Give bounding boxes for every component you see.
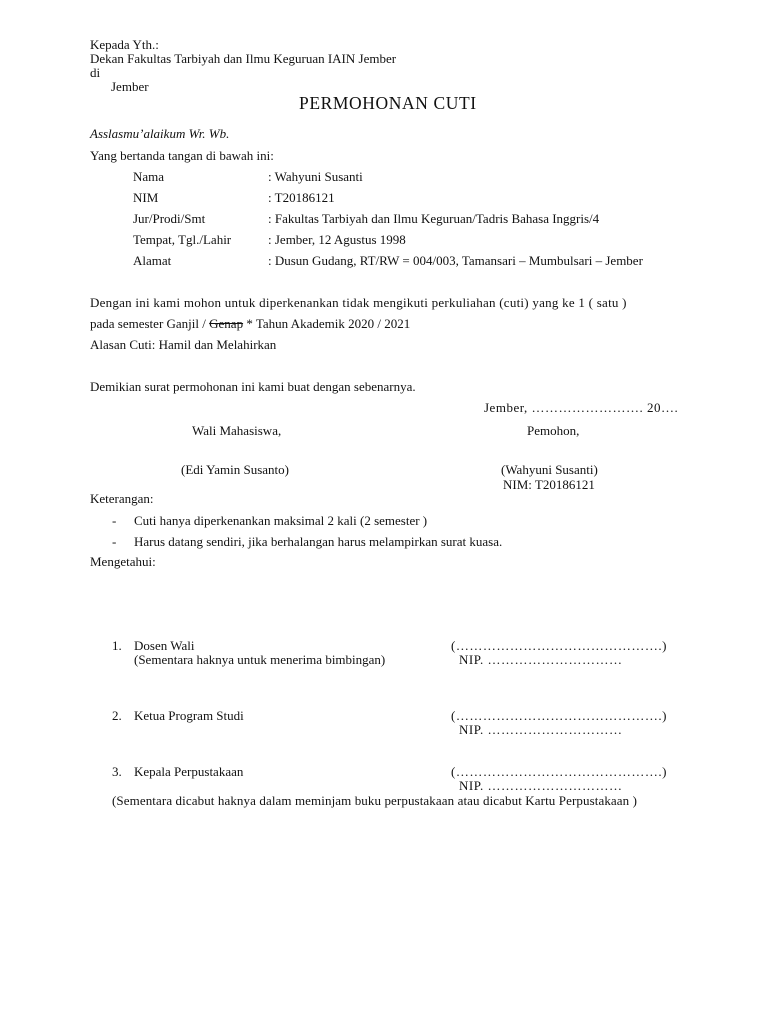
approver-number: 2. (112, 708, 122, 723)
closing-text: Demikian surat permohonan ini kami buat dengan sebenarnya. (90, 379, 416, 394)
approver-signature-line: (……………………………………….) (451, 708, 667, 723)
identity-value-nim: : T20186121 (268, 190, 335, 205)
approver-title: Kepala Perpustakaan (134, 764, 244, 779)
request-line-2-suffix: * Tahun Akademik 2020 / 2021 (243, 316, 411, 331)
notes-heading: Keterangan: (90, 491, 154, 506)
request-line-2 (90, 316, 410, 331)
note-item: Harus datang sendiri, jika berhalangan harus melampirkan surat kuasa. (134, 534, 503, 549)
addressee-place: Jember (111, 79, 149, 94)
request-line-1: Dengan ini kami mohon untuk diperkenankan tidak mengikuti perkuliahan (cuti) yang ke 1 ( satu ) (90, 295, 627, 310)
page-title: PERMOHONAN CUTI (299, 93, 477, 113)
identity-value-ttl: : Jember, 12 Agustus 1998 (268, 232, 406, 247)
identity-label-nim: NIM (133, 190, 159, 205)
addressee-di: di (90, 65, 101, 80)
intro-text: Yang bertanda tangan di bawah ini: (90, 148, 274, 163)
signature-left-role: Wali Mahasiswa, (192, 423, 282, 438)
approver-title: Dosen Wali (134, 638, 195, 653)
signature-right-nim: NIM: T20186121 (503, 477, 595, 492)
approver-signature-line: (……………………………………….) (451, 638, 667, 653)
library-footnote: (Sementara dicabut haknya dalam meminjam buku perpustakaan atau dicabut Kartu Perpustakaan ) (112, 793, 638, 808)
identity-value-alamat: : Dusun Gudang, RT/RW = 004/003, Tamansari – Mumbulsari – Jember (268, 253, 643, 268)
signature-right-name: (Wahyuni Susanti) (501, 462, 598, 477)
identity-label-ttl: Tempat, Tgl./Lahir (133, 232, 232, 247)
greeting: Asslasmu’alaikum Wr. Wb. (90, 126, 230, 141)
approver-nip-line: NIP. ………………………… (459, 778, 623, 793)
identity-value-nama: : Wahyuni Susanti (268, 169, 363, 184)
note-bullet: - (112, 513, 117, 528)
signature-right-role: Pemohon, (527, 423, 580, 438)
note-bullet: - (112, 534, 117, 549)
approver-title: Ketua Program Studi (134, 708, 244, 723)
note-item: Cuti hanya diperkenankan maksimal 2 kali (2 semester ) (134, 513, 428, 528)
identity-label-prodi: Jur/Prodi/Smt (133, 211, 206, 226)
signature-left-name: (Edi Yamin Susanto) (181, 462, 289, 477)
approver-subtitle: (Sementara haknya untuk menerima bimbingan) (134, 652, 386, 667)
addressee-kepada: Kepada Yth.: (90, 37, 159, 52)
request-line-2-struck: Genap (209, 316, 244, 331)
addressee-recipient: Dekan Fakultas Tarbiyah dan Ilmu Keguruan IAIN Jember (90, 51, 397, 66)
approver-signature-line: (……………………………………….) (451, 764, 667, 779)
approver-number: 1. (112, 638, 122, 653)
approver-nip-line: NIP. ………………………… (459, 652, 623, 667)
date-line: Jember, ……………………. 20…. (484, 400, 679, 415)
approver-nip-line: NIP. ………………………… (459, 722, 623, 737)
identity-label-nama: Nama (133, 169, 165, 184)
identity-value-prodi: : Fakultas Tarbiyah dan Ilmu Keguruan/Tadris Bahasa Inggris/4 (268, 211, 600, 226)
identity-label-alamat: Alamat (133, 253, 172, 268)
leave-reason: Alasan Cuti: Hamil dan Melahirkan (90, 337, 277, 352)
acknowledged-heading: Mengetahui: (90, 554, 156, 569)
request-line-2-prefix: pada semester Ganjil / (90, 316, 210, 331)
approver-number: 3. (112, 764, 122, 779)
